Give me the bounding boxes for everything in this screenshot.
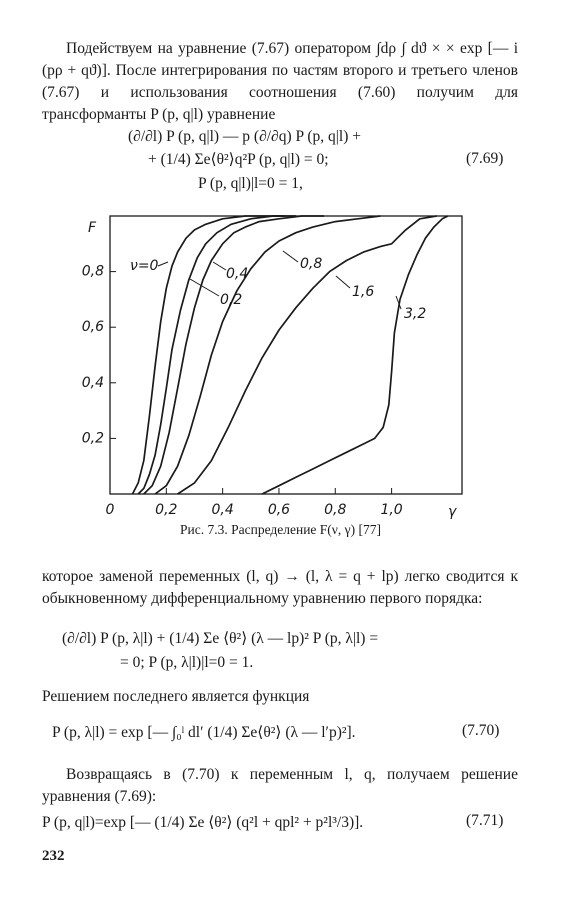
curve-label-leader xyxy=(158,262,168,266)
equation-lambda-line-1: (∂/∂l) P (p, λ|l) + (1/4) Σe ⟨θ²⟩ (λ — lp)² P (p, λ|l) = xyxy=(62,630,379,647)
x-tick-label: 0,2 xyxy=(155,502,178,518)
y-tick-label: 0,8 xyxy=(81,263,104,280)
y-tick-label: 0,6 xyxy=(81,319,104,336)
paragraph-solution: Решением последнего является функция xyxy=(42,688,310,705)
paragraph-return: Возвращаясь в (7.70) к переменным l, q, получаем решение уравнения (7.69): xyxy=(42,766,518,805)
paragraph-substitution: которое заменой переменных (l, q) → (l, λ = q + lp) легко сводится к обыкновенному дифференциальному уравнению первого порядка: xyxy=(42,568,518,607)
curve-label-leader xyxy=(213,262,226,270)
curve-line xyxy=(138,216,296,494)
equation-7-70: P (p, λ|l) = exp [— ∫₀ˡ dl′ (1/4) Σe⟨θ²⟩ (λ — l′p)²]. xyxy=(52,724,356,741)
equation-lambda-line-2: = 0; P (p, λ|l)|l=0 = 1. xyxy=(120,654,254,671)
x-tick-label: 0 xyxy=(105,502,115,518)
equation-7-69-line-1: (∂/∂l) P (p, q|l) — p (∂/∂q) P (p, q|l) + xyxy=(128,128,361,145)
y-tick-label: 0,2 xyxy=(81,430,104,447)
curve-label: 3,2 xyxy=(404,306,427,322)
y-tick-label: 0,4 xyxy=(81,374,104,391)
curve-label-leader xyxy=(190,279,219,296)
equation-number-7-69: (7.69) xyxy=(466,150,504,167)
page-number: 232 xyxy=(42,848,65,864)
x-tick-label: 0,4 xyxy=(211,502,234,518)
figure-caption: Рис. 7.3. Распределение F(ν, γ) [77] xyxy=(180,522,381,537)
x-tick-label: 0,6 xyxy=(267,502,291,518)
curve-label-leader xyxy=(336,276,350,288)
x-tick-label: 1,0 xyxy=(380,502,403,518)
curve-label: ν=0 xyxy=(130,258,159,274)
paragraph-intro: Подействуем на уравнение (7.67) оператором ∫dρ ∫ dϑ × × exp [— i (pρ + qϑ)]. После интегрирования по частям второго и третьего членов (7.67) и использования соотношения (7.60) получим для трансформанты P (p, q|l) уравнение xyxy=(42,40,518,123)
equation-7-69-line-2: + (1/4) Σe⟨θ²⟩q²P (p, q|l) = 0; xyxy=(148,151,329,168)
curve-label: 0,8 xyxy=(300,256,323,272)
y-axis-label: F xyxy=(88,220,97,236)
x-tick-label: 0,8 xyxy=(324,502,347,518)
equation-number-7-71: (7.71) xyxy=(466,812,504,829)
curve-label-leader xyxy=(283,251,298,262)
curve-label: 0,4 xyxy=(226,266,249,282)
equation-number-7-70: (7.70) xyxy=(462,722,500,739)
plot-frame xyxy=(110,216,462,494)
curve-label: 1,6 xyxy=(352,284,375,300)
equation-7-69-line-3: P (p, q|l)|l=0 = 1, xyxy=(198,175,303,192)
equation-7-71: P (p, q|l)=exp [— (1/4) Σe ⟨θ²⟩ (q²l + qpl² + p²l³/3)]. xyxy=(42,814,364,831)
curve-line xyxy=(262,216,448,494)
x-axis-label: γ xyxy=(448,504,457,520)
curve-label: 0,2 xyxy=(220,292,243,308)
